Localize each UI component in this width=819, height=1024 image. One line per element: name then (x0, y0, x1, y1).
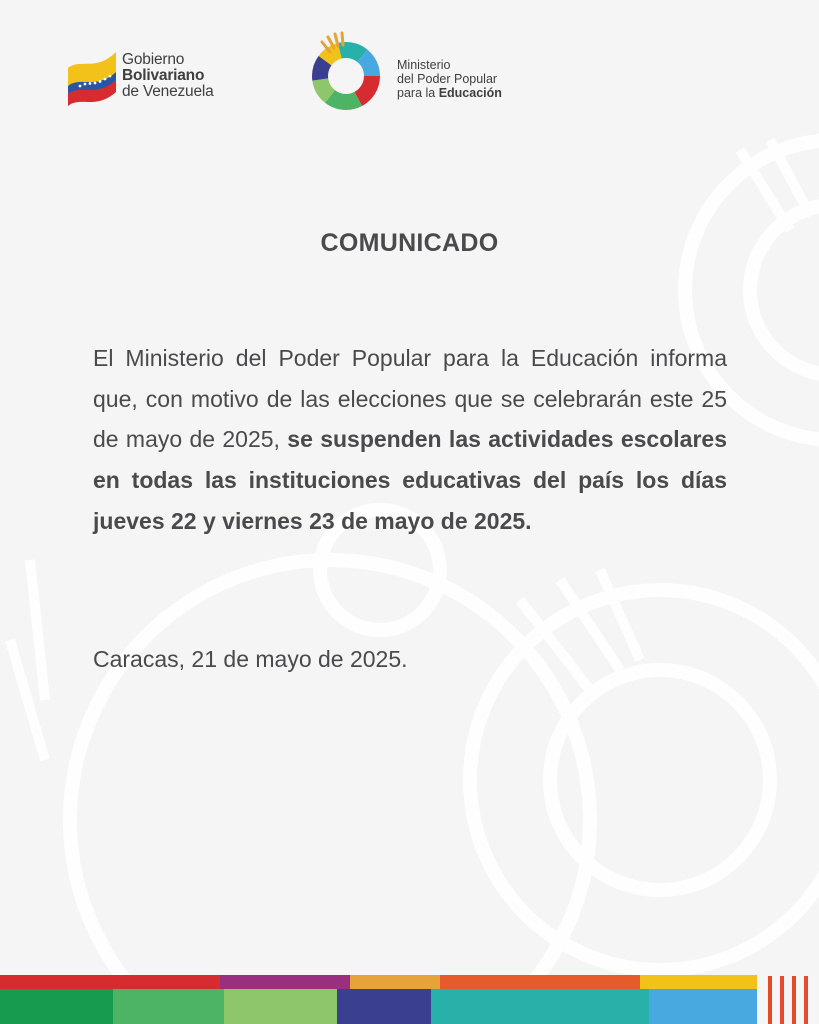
bar-segment (350, 975, 440, 989)
gov-line-2: Bolivariano (122, 67, 205, 84)
document-title: COMUNICADO (320, 229, 499, 257)
ministry-logo-text (397, 58, 502, 100)
bar-segment (440, 975, 540, 989)
ministry-line-3 (397, 86, 502, 100)
document-body (93, 338, 727, 542)
body-regular-text: El Ministerio del Poder Popular para la Educación informa que, con motivo de las elecciones que se celebrarán este 25 de mayo de 2025, (93, 345, 727, 453)
bar-segment (649, 989, 757, 1024)
ministry-line-1: Ministerio (397, 58, 451, 72)
decorative-stripes (766, 974, 819, 1024)
bar-segment (113, 989, 224, 1024)
gov-line-3: de Venezuela (122, 83, 214, 100)
bar-segment (130, 975, 220, 989)
ministry-emblem-icon (304, 28, 392, 120)
bar-segment (0, 975, 130, 989)
bar-segment (224, 989, 337, 1024)
ministry-line-3-prefix: para la (397, 86, 439, 100)
bar-segment (337, 989, 431, 1024)
ministry-logo (304, 28, 534, 120)
ministry-line-3-bold: Educación (438, 86, 502, 100)
government-logo (66, 44, 236, 114)
government-logo-text (122, 52, 214, 100)
bar-segment (0, 989, 113, 1024)
bar-segment (640, 975, 757, 989)
venezuela-flag-icon (66, 46, 122, 106)
bar-segment (431, 989, 649, 1024)
color-bar-bottom (0, 989, 757, 1024)
color-bar-top (0, 975, 757, 989)
place-date: Caracas, 21 de mayo de 2025. (93, 646, 408, 672)
bar-segment (220, 975, 350, 989)
gov-line-1: Gobierno (122, 51, 185, 68)
body-bold-text: se suspenden las actividades escolares en todas las instituciones educativas del país los días jueves 22 y viernes 23 de mayo de 2025. (93, 426, 727, 534)
bar-segment (540, 975, 640, 989)
ministry-line-2: del Poder Popular (397, 72, 498, 86)
